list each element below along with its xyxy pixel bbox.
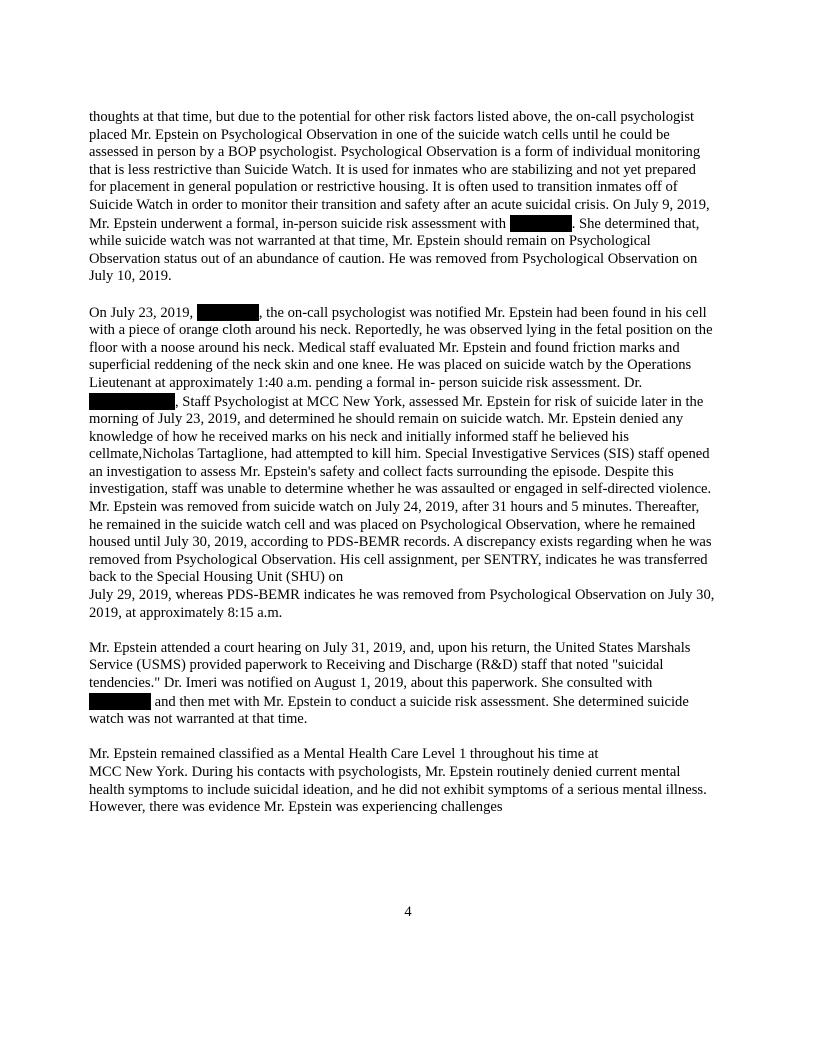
redaction-block — [510, 215, 572, 232]
text-run: Mr. Epstein attended a court hearing on July 31, 2019, and, upon his return, the United States Marshals Service (USMS) provided paperwork to Receiving and Discharge (R&D) staff that noted "suicidal tendencies." Dr. Imeri was notified on August 1, 2019, about this paperwork. She consulted with — [89, 639, 691, 691]
redaction-block — [197, 304, 259, 321]
text-run: thoughts at that time, but due to the potential for other risk factors listed above, the on-call psychologist placed Mr. Epstein on Psychological Observation in one of the suicide watch cells until he could be assessed in person by a BOP psychologist. Psychological Observation is a form of individual monitoring that is less restrictive than Suicide Watch. It is used for inmates who are stabilizing and not yet prepared for placement in general population or restrictive housing. It is often used to transition inmates off of Suicide Watch in order to monitor their transition and safety after an acute suicidal crisis. On July 9, 2019, Mr. Epstein underwent a formal, in-person suicide risk assessment with — [89, 109, 710, 232]
paragraph-mental-health-level — [89, 746, 715, 816]
paragraph-july-23-incident — [89, 304, 715, 500]
paragraph-psychological-observation — [89, 109, 715, 286]
page-number: 4 — [404, 904, 412, 920]
text-run: . She determined that, while suicide watch was not warranted at that time, Mr. Epstein should remain on Psychological Observation status out of an abundance of caution. He was removed from Psychological Observation on July 10, 2019. — [89, 215, 700, 285]
paragraph-gap — [89, 622, 715, 640]
paragraph-removed-from-suicide-watch — [89, 499, 715, 622]
text-run: Mr. Epstein was removed from suicide watch on July 24, 2019, after 31 hours and 5 minutes. Thereafter, he remained in the suicide watch cell and was placed on Psychological Observation, where he remained housed until July 30, 2019, according to PDS-BEMR records. A discrepancy exists regarding when he was removed from Psychological Observation. His cell assignment, per SENTRY, indicates he was transferred back to the Special Housing Unit (SHU) on — [89, 499, 712, 586]
paragraph-court-hearing — [89, 640, 715, 729]
text-run: July 29, 2019, whereas PDS-BEMR indicates he was removed from Psychological Observation on July 30, 2019, at approximately 8:15 a.m. — [89, 587, 715, 621]
text-run: and then met with Mr. Epstein to conduct a suicide risk assessment. She determined suicide watch was not warranted at that time. — [89, 693, 689, 728]
paragraph-gap — [89, 286, 715, 304]
document-body — [89, 109, 715, 817]
text-run: MCC New York. During his contacts with psychologists, Mr. Epstein routinely denied current mental health symptoms to include suicidal ideation, and he did not exhibit symptoms of a serious mental illness. However, there was evidence Mr. Epstein was experiencing challenges — [89, 763, 707, 816]
text-run: Mr. Epstein remained classified as a Mental Health Care Level 1 throughout his time at — [89, 746, 599, 763]
redaction-block — [89, 393, 175, 410]
text-run: , Staff Psychologist at MCC New York, assessed Mr. Epstein for risk of suicide later in the morning of July 23, 2019, and determined he should remain on suicide watch. Mr. Epstein denied any knowledge of how he received marks on his neck and initially informed staff he believed his cellmate,Nicholas Tartaglione, had attempted to kill him. Special Investigative Services (SIS) staff opened an investigation to assess Mr. Epstein's safety and collect facts surrounding the episode. Despite this investigation, staff was unable to determine whether he was assaulted or engaged in self-directed violence. — [89, 393, 712, 498]
text-run: , the on-call psychologist was notified Mr. Epstein had been found in his cell with a piece of orange cloth around his neck. Reportedly, he was observed lying in the fetal position on the floor with a noose around his neck. Medical staff evaluated Mr. Epstein and found friction marks and superficial reddening of the neck skin and one knee. He was placed on suicide watch by the Operations Lieutenant at approximately 1:40 a.m. pending a formal in- person suicide risk assessment. Dr. — [89, 304, 713, 391]
text-run: On July 23, 2019, — [89, 304, 197, 321]
paragraph-gap — [89, 729, 715, 747]
redaction-block — [89, 693, 151, 710]
